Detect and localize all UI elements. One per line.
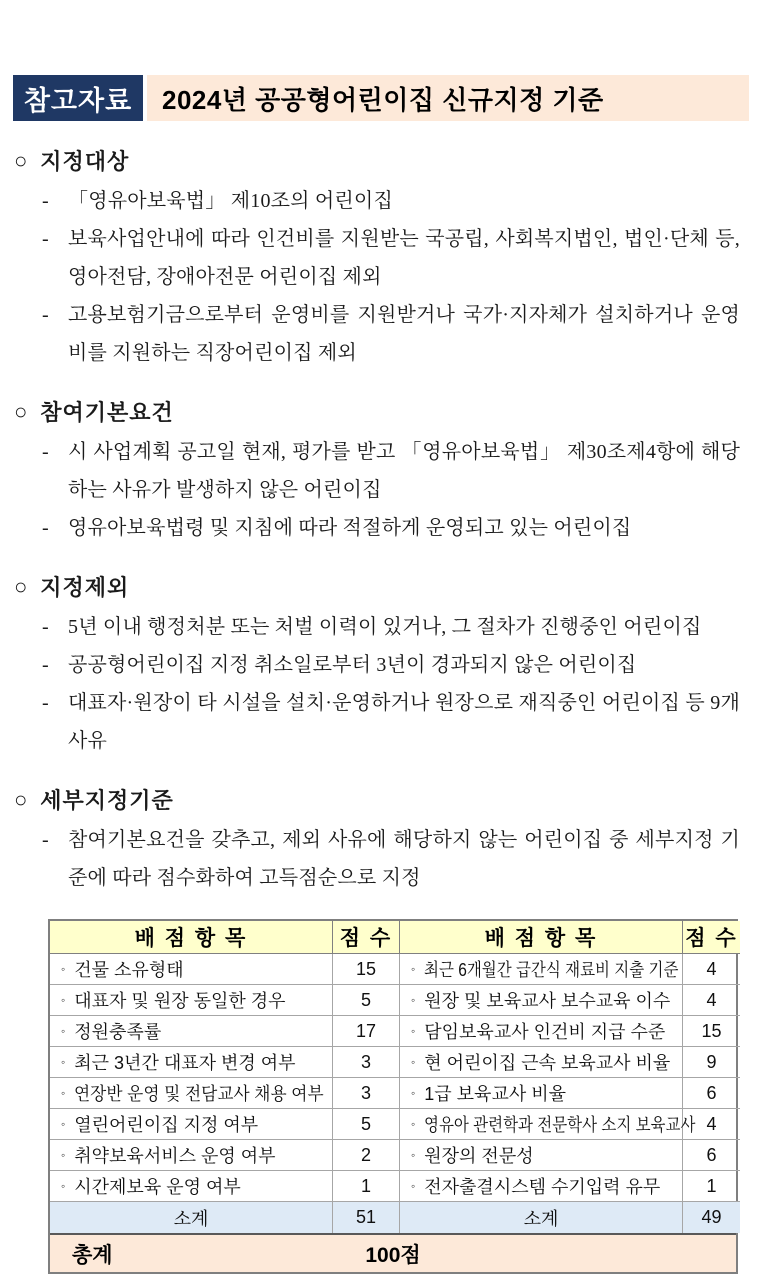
score-cell: 2 bbox=[333, 1140, 400, 1171]
criteria-cell bbox=[400, 1047, 683, 1078]
list-item-text: 공공형어린이집 지정 취소일로부터 3년이 경과되지 않은 어린이집 bbox=[68, 654, 637, 676]
section-heading bbox=[14, 784, 740, 815]
total-value: 100점 bbox=[365, 1243, 421, 1267]
section-items bbox=[40, 182, 740, 372]
circle-bullet-icon: ◦ bbox=[61, 1086, 66, 1100]
criteria-label: 최근 6개월간 급간식 재료비 지출 기준 bbox=[424, 960, 679, 980]
circle-bullet-icon: ○ bbox=[14, 147, 29, 173]
subtotal-label: 소계 bbox=[400, 1202, 683, 1233]
criteria-cell bbox=[400, 1140, 683, 1171]
criteria-label: 건물 소유형태 bbox=[74, 960, 184, 980]
score-cell: 15 bbox=[683, 1016, 740, 1047]
criteria-label: 원장의 전문성 bbox=[424, 1146, 534, 1166]
list-item-text: 고용보험기금으로부터 운영비를 지원받거나 국가·지자체가 설치하거나 운영비를 지원하는 직장어린이집 제외 bbox=[68, 304, 740, 364]
table-header-row bbox=[50, 921, 736, 954]
section-heading bbox=[14, 396, 740, 427]
criteria-label: 정원충족률 bbox=[74, 1022, 162, 1042]
circle-bullet-icon: ○ bbox=[14, 398, 29, 424]
list-item bbox=[40, 684, 740, 760]
score-cell: 15 bbox=[333, 954, 400, 985]
criteria-cell bbox=[400, 985, 683, 1016]
document-body bbox=[0, 145, 780, 897]
criteria-label: 연장반 운영 및 전담교사 채용 여부 bbox=[74, 1084, 324, 1104]
criteria-label: 원장 및 보육교사 보수교육 이수 bbox=[424, 991, 671, 1011]
circle-bullet-icon: ○ bbox=[14, 573, 29, 599]
criteria-label: 1급 보육교사 비율 bbox=[424, 1084, 566, 1104]
circle-bullet-icon: ◦ bbox=[411, 1055, 416, 1069]
circle-bullet-icon: ○ bbox=[14, 786, 29, 812]
score-cell: 6 bbox=[683, 1140, 740, 1171]
section-detailed-criteria bbox=[14, 784, 740, 897]
section-heading-label: 세부지정기준 bbox=[40, 788, 174, 813]
section-heading-label: 참여기본요건 bbox=[40, 400, 174, 425]
circle-bullet-icon: ◦ bbox=[61, 993, 66, 1007]
criteria-label: 전자출결시스템 수기입력 유무 bbox=[424, 1177, 661, 1197]
score-cell: 9 bbox=[683, 1047, 740, 1078]
list-item bbox=[40, 182, 740, 220]
total-label: 총계 bbox=[72, 1243, 113, 1267]
score-cell: 6 bbox=[683, 1078, 740, 1109]
reference-badge: 참고자료 bbox=[13, 75, 143, 121]
score-cell: 4 bbox=[683, 1109, 740, 1140]
total-row bbox=[50, 1233, 736, 1272]
score-cell: 17 bbox=[333, 1016, 400, 1047]
list-item bbox=[40, 608, 740, 646]
section-items bbox=[40, 608, 740, 760]
dash-bullet-icon: - bbox=[42, 654, 49, 676]
criteria-cell bbox=[50, 954, 333, 985]
list-item-text: 「영유아보육법」 제10조의 어린이집 bbox=[68, 190, 393, 212]
score-cell: 4 bbox=[683, 954, 740, 985]
subtotal-row bbox=[50, 1202, 736, 1233]
criteria-cell bbox=[400, 1109, 696, 1140]
criteria-label: 시간제보육 운영 여부 bbox=[74, 1177, 241, 1197]
column-header-score: 점 수 bbox=[333, 921, 400, 954]
section-heading bbox=[14, 145, 740, 176]
circle-bullet-icon: ◦ bbox=[61, 1117, 66, 1131]
section-items bbox=[40, 821, 740, 897]
section-designation-target bbox=[14, 145, 740, 372]
list-item bbox=[40, 509, 740, 547]
list-item-text: 대표자·원장이 타 시설을 설치·운영하거나 원장으로 재직중인 어린이집 등 9개 사유 bbox=[68, 692, 740, 752]
circle-bullet-icon: ◦ bbox=[411, 1148, 416, 1162]
score-cell: 3 bbox=[333, 1047, 400, 1078]
list-item bbox=[40, 220, 740, 296]
criteria-cell bbox=[50, 1047, 333, 1078]
circle-bullet-icon: ◦ bbox=[411, 1086, 416, 1100]
dash-bullet-icon: - bbox=[42, 304, 49, 326]
section-heading-label: 지정대상 bbox=[40, 149, 130, 174]
criteria-cell bbox=[400, 1016, 683, 1047]
list-item bbox=[40, 433, 740, 509]
document-header bbox=[13, 75, 749, 121]
criteria-cell bbox=[50, 1016, 333, 1047]
subtotal-score: 49 bbox=[683, 1202, 740, 1233]
list-item bbox=[40, 296, 740, 372]
table-row bbox=[50, 1140, 736, 1171]
list-item bbox=[40, 821, 740, 897]
section-basic-requirements bbox=[14, 396, 740, 547]
dash-bullet-icon: - bbox=[42, 190, 49, 212]
dash-bullet-icon: - bbox=[42, 228, 49, 250]
column-header-item: 배 점 항 목 bbox=[50, 921, 333, 954]
table-row bbox=[50, 1171, 736, 1202]
criteria-cell bbox=[50, 985, 333, 1016]
score-cell: 1 bbox=[333, 1171, 400, 1202]
list-item-text: 참여기본요건을 갖추고, 제외 사유에 해당하지 않는 어린이집 중 세부지정 기준에 따라 점수화하여 고득점순으로 지정 bbox=[68, 829, 740, 889]
list-item-text: 보육사업안내에 따라 인건비를 지원받는 국공립, 사회복지법인, 법인·단체 등, 영아전담, 장애아전문 어린이집 제외 bbox=[68, 228, 740, 288]
criteria-label: 현 어린이집 근속 보육교사 비율 bbox=[424, 1053, 671, 1073]
criteria-label: 영유아 관련학과 전문학사 소지 보육교사 bbox=[424, 1115, 696, 1135]
circle-bullet-icon: ◦ bbox=[61, 1055, 66, 1069]
dash-bullet-icon: - bbox=[42, 616, 49, 638]
scoring-criteria-table bbox=[48, 919, 738, 1274]
list-item-text: 5년 이내 행정처분 또는 처벌 이력이 있거나, 그 절차가 진행중인 어린이집 bbox=[68, 616, 702, 638]
criteria-cell bbox=[400, 1171, 683, 1202]
score-cell: 5 bbox=[333, 985, 400, 1016]
list-item-text: 시 사업계획 공고일 현재, 평가를 받고 「영유아보육법」 제30조제4항에 해당하는 사유가 발생하지 않은 어린이집 bbox=[68, 441, 740, 501]
score-cell: 4 bbox=[683, 985, 740, 1016]
criteria-label: 최근 3년간 대표자 변경 여부 bbox=[74, 1053, 296, 1073]
table-row bbox=[50, 1047, 736, 1078]
criteria-label: 열린어린이집 지정 여부 bbox=[74, 1115, 259, 1135]
circle-bullet-icon: ◦ bbox=[411, 1179, 416, 1193]
circle-bullet-icon: ◦ bbox=[411, 1024, 416, 1038]
subtotal-label: 소계 bbox=[50, 1202, 333, 1233]
table-row bbox=[50, 1016, 736, 1047]
table-row bbox=[50, 1109, 736, 1140]
dash-bullet-icon: - bbox=[42, 441, 49, 463]
criteria-cell bbox=[50, 1078, 333, 1109]
circle-bullet-icon: ◦ bbox=[411, 962, 416, 976]
score-cell: 3 bbox=[333, 1078, 400, 1109]
list-item bbox=[40, 646, 740, 684]
criteria-cell bbox=[50, 1109, 333, 1140]
column-header-score: 점 수 bbox=[683, 921, 740, 954]
circle-bullet-icon: ◦ bbox=[61, 962, 66, 976]
section-exclusions bbox=[14, 571, 740, 760]
circle-bullet-icon: ◦ bbox=[61, 1179, 66, 1193]
score-cell: 5 bbox=[333, 1109, 400, 1140]
criteria-cell bbox=[50, 1171, 333, 1202]
criteria-cell bbox=[400, 1078, 683, 1109]
dash-bullet-icon: - bbox=[42, 517, 49, 539]
criteria-label: 담임보육교사 인건비 지급 수준 bbox=[424, 1022, 666, 1042]
document-page bbox=[0, 75, 780, 1269]
page-title: 2024년 공공형어린이집 신규지정 기준 bbox=[147, 75, 749, 121]
dash-bullet-icon: - bbox=[42, 829, 49, 851]
section-heading-label: 지정제외 bbox=[40, 575, 130, 600]
criteria-label: 대표자 및 원장 동일한 경우 bbox=[74, 991, 286, 1011]
list-item-text: 영유아보육법령 및 지침에 따라 적절하게 운영되고 있는 어린이집 bbox=[68, 517, 632, 539]
circle-bullet-icon: ◦ bbox=[61, 1148, 66, 1162]
criteria-label: 취약보육서비스 운영 여부 bbox=[74, 1146, 276, 1166]
table-row bbox=[50, 1078, 736, 1109]
section-items bbox=[40, 433, 740, 547]
circle-bullet-icon: ◦ bbox=[61, 1024, 66, 1038]
circle-bullet-icon: ◦ bbox=[411, 1117, 416, 1131]
table-row bbox=[50, 985, 736, 1016]
column-header-item: 배 점 항 목 bbox=[400, 921, 683, 954]
dash-bullet-icon: - bbox=[42, 692, 49, 714]
criteria-cell bbox=[400, 954, 683, 985]
subtotal-score: 51 bbox=[333, 1202, 400, 1233]
score-cell: 1 bbox=[683, 1171, 740, 1202]
circle-bullet-icon: ◦ bbox=[411, 993, 416, 1007]
section-heading bbox=[14, 571, 740, 602]
table-row bbox=[50, 954, 736, 985]
criteria-cell bbox=[50, 1140, 333, 1171]
